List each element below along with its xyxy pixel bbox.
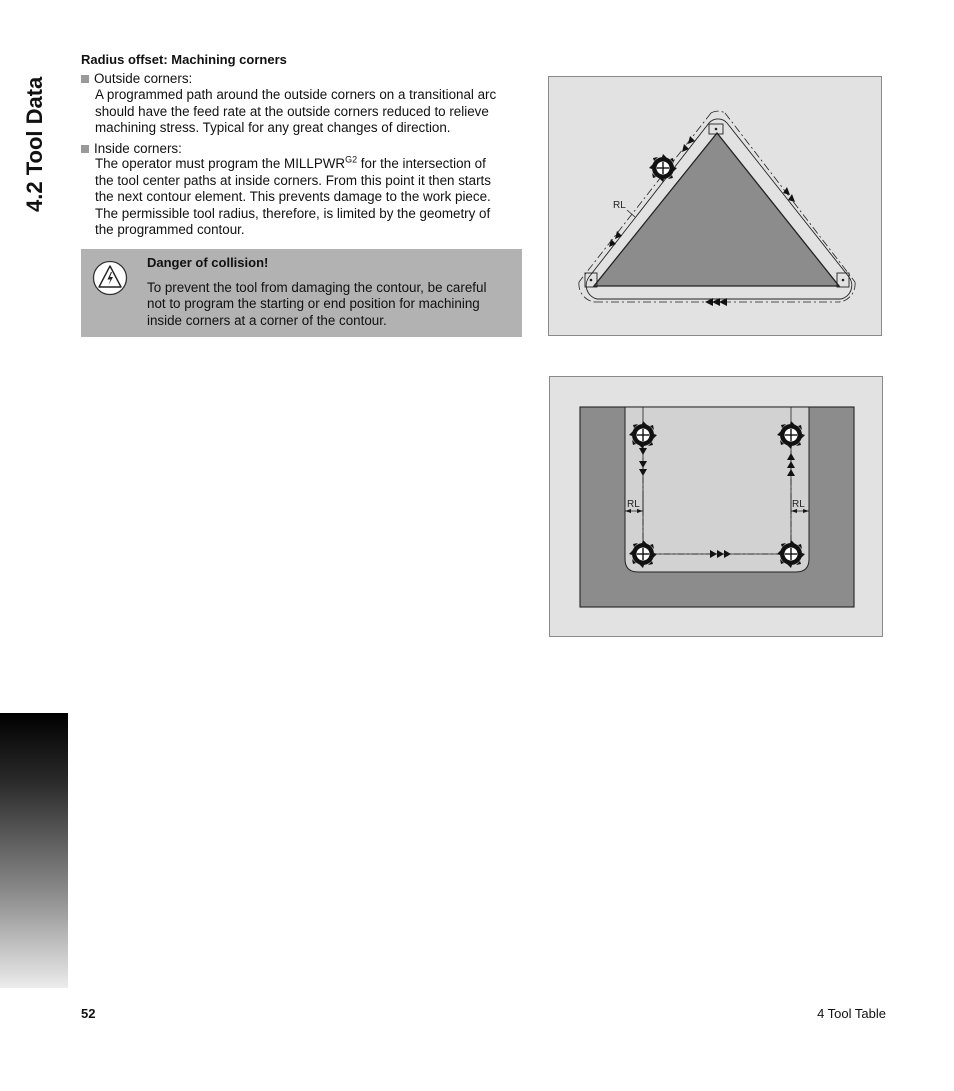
danger-warning-icon <box>92 260 128 296</box>
outside-corners-bullet <box>81 71 192 87</box>
rl-label-left: RL <box>627 499 640 510</box>
warning-line: not to program the starting or end position for machining <box>147 296 480 312</box>
inside-line-1-after: for the intersection of <box>357 156 486 171</box>
warning-body <box>147 280 517 329</box>
inside-line: the programmed contour. <box>95 222 245 238</box>
cutter-icon <box>649 154 677 182</box>
warning-line: inside corners at a corner of the contour. <box>147 312 387 328</box>
inside-corners-label: Inside corners: <box>94 141 182 156</box>
collision-warning-box <box>81 249 522 337</box>
inside-line: The permissible tool radius, therefore, is limited by the geometry of <box>95 205 491 221</box>
outside-line: A programmed path around the outside corners on a transitional arc <box>95 87 497 102</box>
inside-line-1-sup: G2 <box>345 154 358 165</box>
rl-label: RL <box>613 200 626 211</box>
page-number: 52 <box>81 1006 96 1021</box>
triangle-workpiece <box>594 133 839 286</box>
inside-corners-text <box>95 156 527 239</box>
side-tab-title-text: 4.2 Tool Data <box>22 76 47 212</box>
inside-corners-diagram <box>550 377 884 638</box>
cutter-icon <box>629 421 657 449</box>
side-tab-title <box>22 76 62 392</box>
outside-corners-label: Outside corners: <box>94 71 193 86</box>
bullet-square-icon <box>81 145 89 153</box>
outside-corners-text <box>95 87 527 137</box>
inside-line: the tool center paths at inside corners. From this point it then starts <box>95 172 491 188</box>
cutter-icon <box>777 421 805 449</box>
inside-line-1-before: The operator must program the MILLPWR <box>95 156 346 171</box>
outside-corners-figure <box>548 76 882 336</box>
inside-corners-figure <box>549 376 883 637</box>
cutter-icon <box>777 540 805 568</box>
warning-title: Danger of collision! <box>147 255 269 270</box>
side-gradient-bar <box>0 713 68 988</box>
warning-line: To prevent the tool from damaging the contour, be careful <box>147 280 487 295</box>
outside-corners-diagram <box>549 77 883 337</box>
section-heading: Radius offset: Machining corners <box>81 52 287 67</box>
cutter-icon <box>629 540 657 568</box>
outside-line: machining stress. Typical for any great changes of direction. <box>95 120 451 136</box>
bullet-square-icon <box>81 75 89 83</box>
outside-line: should have the feed rate at the outside corners reduced to relieve <box>95 103 489 119</box>
inside-line: the next contour element. This prevents damage to the work piece. <box>95 189 491 205</box>
rl-label-right: RL <box>792 499 805 510</box>
inside-corners-bullet <box>81 141 182 157</box>
inside-line-1 <box>95 156 527 173</box>
chapter-label: 4 Tool Table <box>817 1006 886 1021</box>
